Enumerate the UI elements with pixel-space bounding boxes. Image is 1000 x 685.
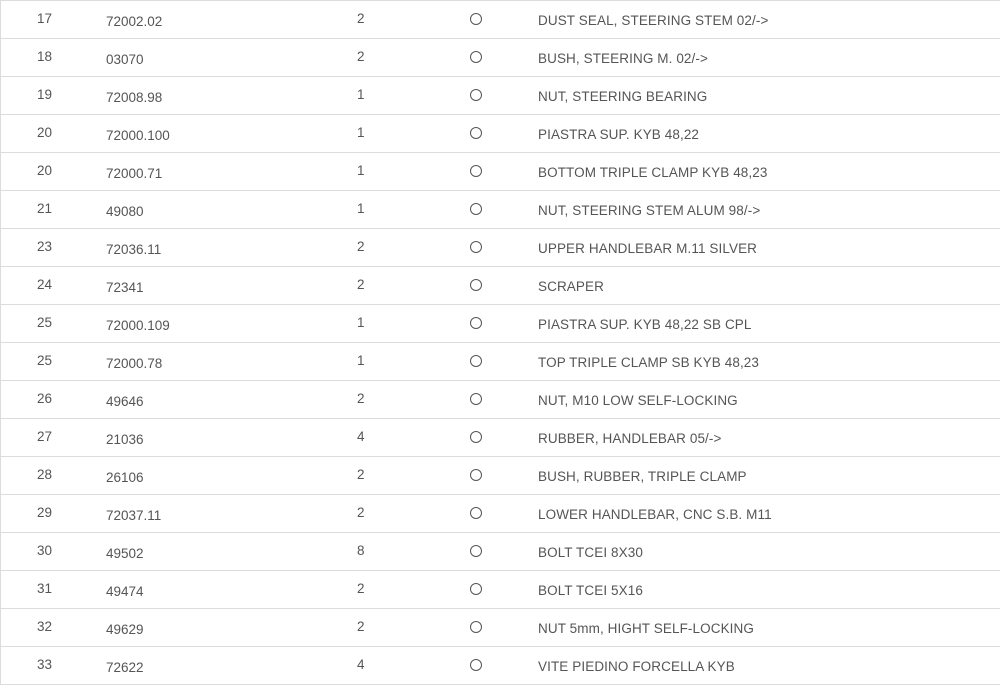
- part-description: NUT, STEERING BEARING: [538, 89, 708, 104]
- select-radio[interactable]: [470, 583, 482, 595]
- part-code: 72000.100: [106, 128, 170, 143]
- part-position: 19: [37, 87, 53, 102]
- table-row[interactable]: [1, 267, 1000, 305]
- part-position: 31: [37, 581, 53, 596]
- part-code: 72036.11: [106, 242, 162, 257]
- part-quantity: 8: [357, 543, 365, 558]
- table-row[interactable]: [1, 419, 1000, 457]
- part-code: 72622: [106, 660, 144, 675]
- table-row[interactable]: [1, 305, 1000, 343]
- part-quantity: 2: [357, 467, 365, 482]
- table-row[interactable]: [1, 191, 1000, 229]
- part-code: 72002.02: [106, 14, 163, 29]
- part-code: 03070: [106, 52, 144, 67]
- part-position: 21: [37, 201, 53, 216]
- part-code: 21036: [106, 432, 144, 447]
- select-radio[interactable]: [470, 279, 482, 291]
- part-position: 25: [37, 353, 53, 368]
- part-description: SCRAPER: [538, 279, 604, 294]
- part-quantity: 2: [357, 11, 365, 26]
- part-quantity: 4: [357, 429, 365, 444]
- part-quantity: 1: [357, 87, 365, 102]
- table-row[interactable]: [1, 229, 1000, 267]
- part-position: 24: [37, 277, 53, 292]
- table-row[interactable]: [1, 495, 1000, 533]
- part-description: BUSH, STEERING M. 02/->: [538, 51, 708, 66]
- select-radio[interactable]: [470, 393, 482, 405]
- table-row[interactable]: [1, 609, 1000, 647]
- part-code: 72037.11: [106, 508, 162, 523]
- part-code: 49080: [106, 204, 144, 219]
- part-description: UPPER HANDLEBAR M.11 SILVER: [538, 241, 758, 256]
- part-code: 72341: [106, 280, 144, 295]
- table-row[interactable]: [1, 571, 1000, 609]
- part-description: NUT, STEERING STEM ALUM 98/->: [538, 203, 761, 218]
- select-radio[interactable]: [470, 545, 482, 557]
- part-code: 26106: [106, 470, 144, 485]
- table-row[interactable]: [1, 647, 1000, 685]
- part-quantity: 2: [357, 505, 365, 520]
- part-description: BOTTOM TRIPLE CLAMP KYB 48,23: [538, 165, 768, 180]
- part-quantity: 1: [357, 125, 365, 140]
- part-code: 49629: [106, 622, 144, 637]
- part-quantity: 2: [357, 277, 365, 292]
- part-code: 72000.71: [106, 166, 163, 181]
- part-description: RUBBER, HANDLEBAR 05/->: [538, 431, 722, 446]
- part-position: 23: [37, 239, 53, 254]
- part-description: NUT, M10 LOW SELF-LOCKING: [538, 393, 738, 408]
- part-description: VITE PIEDINO FORCELLA KYB: [538, 659, 735, 674]
- part-position: 32: [37, 619, 53, 634]
- part-quantity: 1: [357, 315, 365, 330]
- part-quantity: 2: [357, 581, 365, 596]
- part-description: BOLT TCEI 8X30: [538, 545, 643, 560]
- part-description: LOWER HANDLEBAR, CNC S.B. M11: [538, 507, 772, 522]
- part-code: 72000.109: [106, 318, 170, 333]
- part-code: 49646: [106, 394, 144, 409]
- select-radio[interactable]: [470, 241, 482, 253]
- select-radio[interactable]: [470, 317, 482, 329]
- part-description: TOP TRIPLE CLAMP SB KYB 48,23: [538, 355, 760, 370]
- part-quantity: 2: [357, 391, 365, 406]
- part-position: 20: [37, 163, 53, 178]
- part-quantity: 2: [357, 49, 365, 64]
- select-radio[interactable]: [470, 13, 482, 25]
- part-quantity: 4: [357, 657, 365, 672]
- part-position: 17: [37, 11, 53, 26]
- part-quantity: 1: [357, 163, 365, 178]
- select-radio[interactable]: [470, 431, 482, 443]
- part-description: DUST SEAL, STEERING STEM 02/->: [538, 13, 769, 28]
- part-position: 25: [37, 315, 53, 330]
- part-description: BUSH, RUBBER, TRIPLE CLAMP: [538, 469, 747, 484]
- select-radio[interactable]: [470, 203, 482, 215]
- part-quantity: 2: [357, 619, 365, 634]
- table-row[interactable]: [1, 115, 1000, 153]
- part-quantity: 1: [357, 353, 365, 368]
- table-row[interactable]: [1, 457, 1000, 495]
- select-radio[interactable]: [470, 89, 482, 101]
- part-position: 33: [37, 657, 53, 672]
- select-radio[interactable]: [470, 469, 482, 481]
- part-position: 28: [37, 467, 53, 482]
- table-row[interactable]: [1, 77, 1000, 115]
- part-position: 29: [37, 505, 53, 520]
- select-radio[interactable]: [470, 51, 482, 63]
- part-quantity: 1: [357, 201, 365, 216]
- select-radio[interactable]: [470, 621, 482, 633]
- table-row[interactable]: [1, 153, 1000, 191]
- table-row[interactable]: [1, 381, 1000, 419]
- part-position: 27: [37, 429, 53, 444]
- part-position: 30: [37, 543, 53, 558]
- part-description: BOLT TCEI 5X16: [538, 583, 643, 598]
- select-radio[interactable]: [470, 127, 482, 139]
- select-radio[interactable]: [470, 355, 482, 367]
- part-description: NUT 5mm, HIGHT SELF-LOCKING: [538, 621, 754, 636]
- part-code: 72000.78: [106, 356, 163, 371]
- part-code: 49502: [106, 546, 144, 561]
- part-position: 18: [37, 49, 53, 64]
- part-code: 49474: [106, 584, 144, 599]
- table-row[interactable]: [1, 343, 1000, 381]
- table-row[interactable]: [1, 533, 1000, 571]
- part-description: PIASTRA SUP. KYB 48,22: [538, 127, 700, 142]
- part-position: 20: [37, 125, 53, 140]
- select-radio[interactable]: [470, 165, 482, 177]
- part-position: 26: [37, 391, 53, 406]
- select-radio[interactable]: [470, 507, 482, 519]
- part-description: PIASTRA SUP. KYB 48,22 SB CPL: [538, 317, 752, 332]
- table-row[interactable]: [1, 39, 1000, 77]
- part-quantity: 2: [357, 239, 365, 254]
- select-radio[interactable]: [470, 659, 482, 671]
- table-row[interactable]: [1, 1, 1000, 39]
- part-code: 72008.98: [106, 90, 163, 105]
